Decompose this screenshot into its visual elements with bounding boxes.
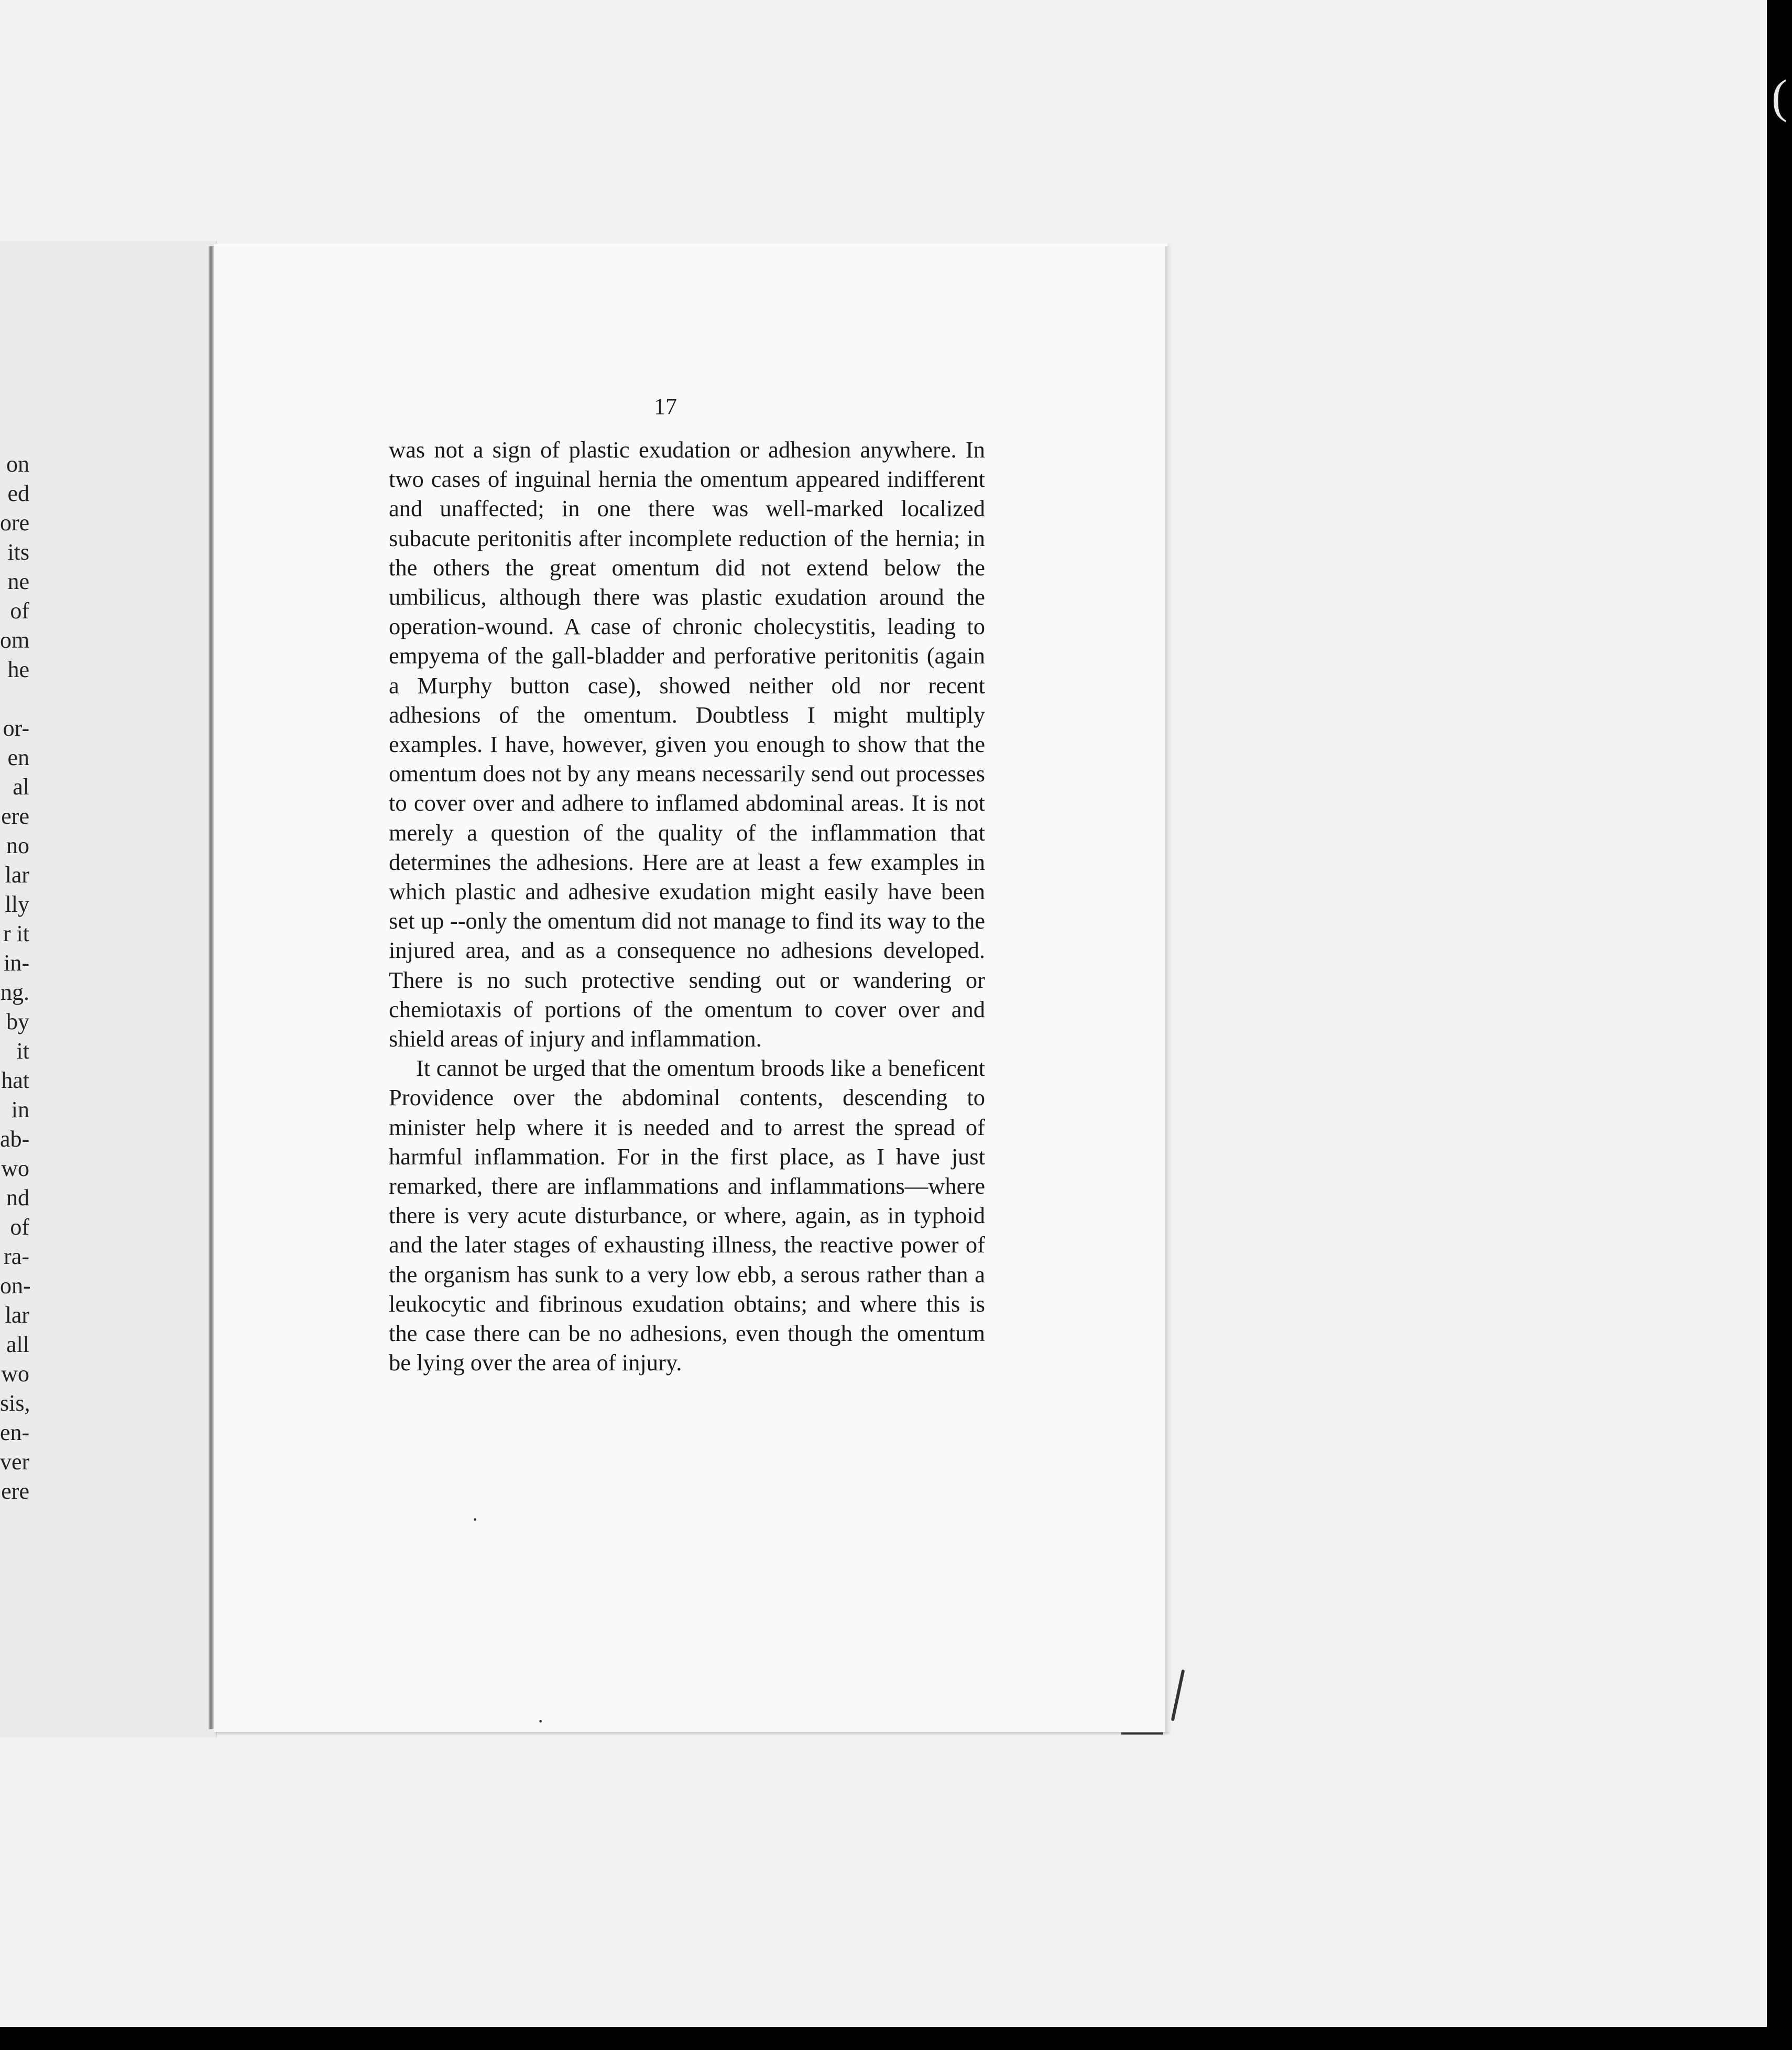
facing-page-fragment: on <box>6 451 29 477</box>
facing-page-fragment: lly <box>5 891 29 917</box>
frame-edge-mark: ( <box>1772 71 1787 123</box>
facing-page-fragment: om <box>0 627 30 653</box>
facing-page-fragment: in- <box>4 950 29 976</box>
facing-page-fragment: lar <box>5 862 29 888</box>
page-number: 17 <box>654 394 677 419</box>
paragraph-2: It cannot be urged that the omentum broods like a beneficent Providence over the abdominal contents, descending to minister help where it is needed and to arrest the spread of harmful inflammation. For in the first place, as I have just remarked, there are inflammations and inflammations—where there is very acute disturbance, or where, again, as in typhoid and the later stages of exhausting illness, the reactive power of the organism has sunk to a very low ebb, a serous rather than a leukocytic and fibrinous exudation obtains; and where this is the case there can be no adhesions, even though the omentum be lying over the area of injury. <box>389 1055 985 1376</box>
facing-page-fragment: en- <box>0 1420 30 1445</box>
facing-page-fragment: wo <box>1 1361 29 1387</box>
facing-page-fragment: ne <box>7 569 29 594</box>
facing-page-fragment: ng. <box>1 979 29 1005</box>
facing-page-fragment: hat <box>1 1067 29 1093</box>
facing-page-fragment: sis, <box>0 1390 30 1416</box>
pencil-underline-mark <box>1121 1732 1163 1735</box>
facing-page-fragment: ra- <box>4 1244 29 1269</box>
facing-page-fragment: or- <box>3 715 29 741</box>
facing-page-fragment: he <box>7 657 29 682</box>
facing-page-fragment: ere <box>1 803 29 829</box>
facing-page-fragment: ed <box>7 481 29 506</box>
facing-page-fragment: ver <box>0 1449 30 1475</box>
facing-page-fragment: no <box>6 833 29 858</box>
facing-page-fragment: nd <box>6 1185 29 1211</box>
page-edge-shadow <box>1165 246 1170 1732</box>
facing-page-fragment: ab- <box>0 1126 30 1152</box>
scan-frame-bottom <box>0 2027 1792 2050</box>
pencil-mark <box>1171 1669 1185 1721</box>
facing-page-fragment: of <box>10 598 29 624</box>
stray-dot-mark: · <box>537 1709 544 1733</box>
body-text <box>389 435 985 1378</box>
book-binding-edge <box>209 246 214 1729</box>
facing-page-fragment: of <box>10 1214 29 1240</box>
facing-page-fragment: en <box>7 745 29 770</box>
facing-page-fragment: r it <box>3 921 29 946</box>
facing-page-fragment: ere <box>1 1478 29 1504</box>
scan-frame-right <box>1767 0 1792 2050</box>
paragraph-1: was not a sign of plastic exudation or adhesion anywhere. In two cases of inguinal hernia the omentum appeared indifferent and unaffected; in one there was well-marked localized subacute peritonitis after incomplete reduction of the hernia; in the others the great omentum did not extend below the umbilicus, although there was plastic exudation around the operation-wound. A case of chronic cholecystitis, leading to empyema of the gall-bladder and perforative peritonitis (again a Murphy button case), showed neither old nor recent adhesions of the omentum. Doubtless I might multiply examples. I have, however, given you enough to show that the omentum does not by any means necessarily send out processes to cover over and adhere to inflamed abdominal areas. It is not merely a question of the quality of the inflammation that determines the adhesions. Here are at least a few examples in which plastic and adhesive exudation might easily have been set up --only the omentum did not manage to find its way to the injured area, and as a consequence no adhesions developed. There is no such protective sending out or wandering or chemiotaxis of portions of the omentum to cover over and shield areas of injury and inflammation. <box>389 437 985 1052</box>
facing-page-fragment: its <box>7 539 29 565</box>
facing-page-fragment: in <box>11 1097 29 1122</box>
facing-page-fragment: wo <box>1 1155 29 1181</box>
facing-page-fragment: on- <box>0 1273 31 1299</box>
facing-page-fragment: it <box>16 1038 29 1064</box>
facing-page-fragment: all <box>6 1332 29 1357</box>
facing-page-fragment: al <box>13 774 29 800</box>
facing-page-fragment: ore <box>0 510 30 536</box>
stray-dot-mark: · <box>472 1508 479 1531</box>
facing-page-fragment: lar <box>5 1302 29 1328</box>
facing-page-fragment: by <box>6 1009 29 1034</box>
facing-page-strip <box>0 241 217 1737</box>
